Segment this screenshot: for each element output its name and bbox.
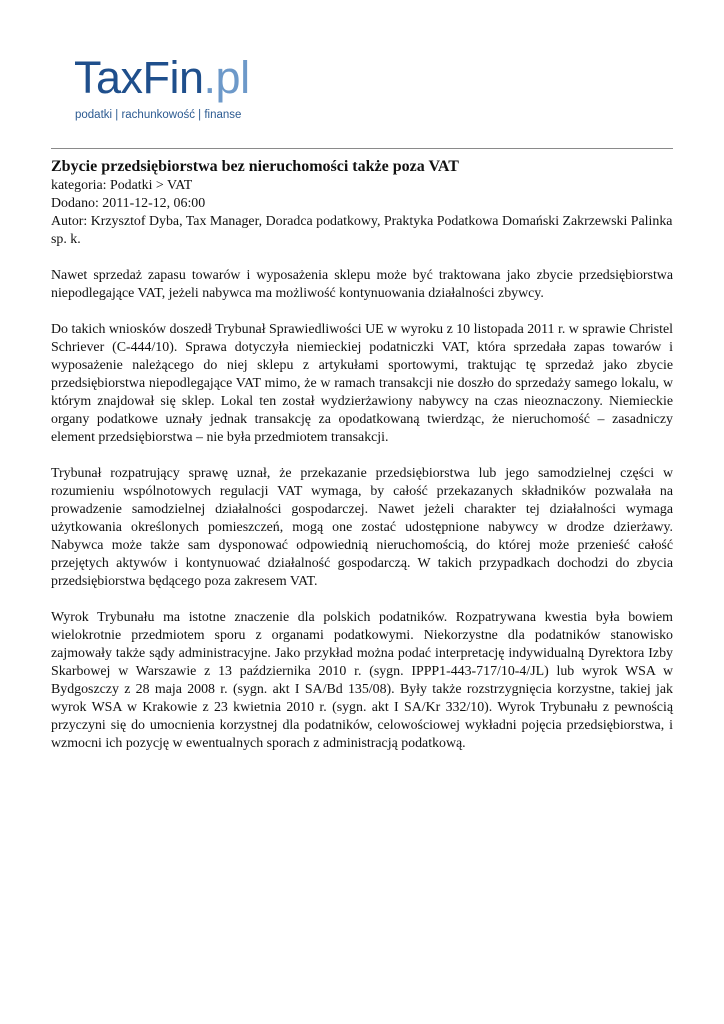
header-divider	[51, 148, 673, 149]
article-paragraph: Do takich wniosków doszedł Trybunał Sprawiedliwości UE w wyroku z 10 listopada 2011 r. w sprawie Christel Schriever (C-444/10). Sprawa dotyczyła niemieckiej podatniczki VAT, która sprzedała zapas towarów i wyposażenie należącego do niej sklepu z artykułami sportowymi, traktując tę sprzedaż jako zbycie przedsiębiorstwa niepodlegające VAT mimo, że w ramach transakcji nie doszło do sprzedaży samego lokalu, w którym znajdował się sklep. Lokal ten został wydzierżawiony nabywcy na czas nieoznaczony. Niemieckie organy podatkowe uznały jednak transakcję za opodatkowaną twierdząc, że nieruchomość – zasadniczy element przedsiębiorstwa – nie była przedmiotem transakcji.	[51, 322, 673, 445]
article-date: Dodano: 2011-12-12, 06:00	[51, 196, 206, 211]
article	[51, 157, 673, 753]
article-author: Autor: Krzysztof Dyba, Tax Manager, Doradca podatkowy, Praktyka Podatkowa Domański Zakrzewski Palinka sp. k.	[51, 214, 673, 247]
article-title: Zbycie przedsiębiorstwa bez nieruchomości także poza VAT	[51, 158, 459, 175]
article-paragraph-lead: Nawet sprzedaż zapasu towarów i wyposażenia sklepu może być traktowana jako zbycie przedsiębiorstwa niepodlegające VAT, jeżeli nabywca ma możliwość kontynuowania działalności zbywcy.	[51, 268, 673, 301]
article-category: kategoria: Podatki > VAT	[51, 178, 193, 193]
article-paragraph: Wyrok Trybunału ma istotne znaczenie dla polskich podatników. Rozpatrywana kwestia była bowiem wielokrotnie przedmiotem sporu z organami podatkowymi. Niekorzystne dla podatników stanowisko zajmowały także sądy administracyjne. Jako przykład można podać interpretację indywidualną Dyrektora Izby Skarbowej w Warszawie z 13 października 2010 r. (sygn. IPPP1-443-717/10-4/JL) lub wyrok WSA w Bydgoszczy z 28 maja 2008 r. (sygn. akt I SA/Bd 135/08). Były także rozstrzygnięcia korzystne, takiej jak wyrok WSA w Krakowie z 23 kwietnia 2010 r. (sygn. akt I SA/Kr 332/10). Wyrok Trybunału z pewnością przyczyni się do umocnienia korzystnej dla podatników, celowościowej wykładni pojęcia przedsiębiorstwa, i wzmocni ich pozycję w ewentualnych sporach z administracją podatkową.	[51, 610, 673, 751]
logo-name-tld: .pl	[203, 52, 250, 103]
logo-tagline: podatki | rachunkowość | finanse	[75, 109, 242, 121]
taxfin-logo	[74, 52, 274, 132]
article-paragraph: Trybunał rozpatrujący sprawę uznał, że przekazanie przedsiębiorstwa lub jego samodzielnej części w rozumieniu wspólnotowych regulacji VAT wymaga, by całość przekazanych składników pozwalała na prowadzenie samodzielnej działalności gospodarczej. Nawet jeżeli charakter tej działalności wymaga użytkowania określonych pomieszczeń, mogą one zostać udostępnione nabywcy w drodze dzierżawy. Nabywca może także sam dysponować odpowiednią nieruchomością, do której może przenieść całość przejętych aktywów i kontynuować działalność gospodarczą. W takich przypadkach dochodzi do zbycia przedsiębiorstwa będącego poza zakresem VAT.	[51, 466, 673, 589]
logo-name-main: TaxFin	[74, 52, 204, 103]
logo-wordmark	[74, 52, 250, 104]
